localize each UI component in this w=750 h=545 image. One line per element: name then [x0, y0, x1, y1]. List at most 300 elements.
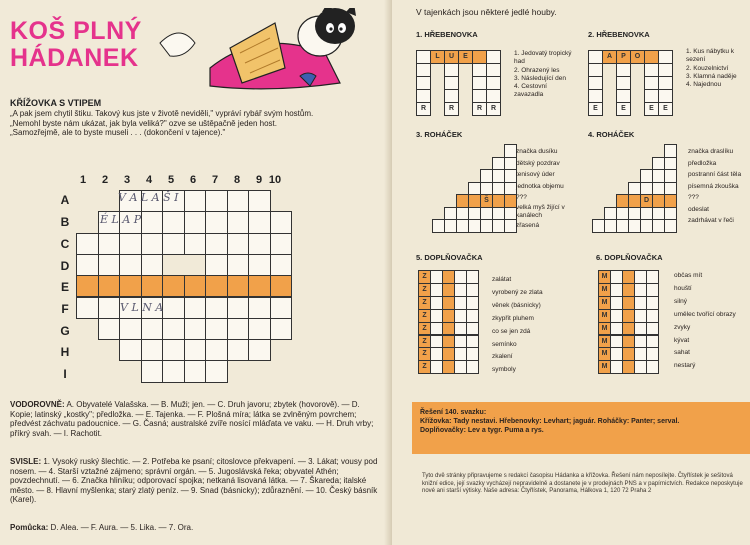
pencil-answer-f: V L N A	[120, 301, 164, 314]
solution-line-2: Doplňovačky: Lev a tygr. Puma a rys.	[420, 427, 544, 434]
crossword-cell[interactable]	[248, 318, 271, 340]
stair-cell[interactable]	[492, 169, 505, 183]
crossword-cell[interactable]	[141, 211, 164, 233]
crossword-cell[interactable]	[76, 254, 99, 276]
crossword-cell[interactable]	[98, 297, 121, 319]
crossword-cell[interactable]	[205, 318, 228, 340]
row-label: D	[60, 259, 70, 273]
crossword-cell[interactable]	[270, 254, 293, 276]
grid-letter: E	[593, 105, 598, 112]
crossword-cell[interactable]	[270, 211, 293, 233]
fill-cell[interactable]	[466, 309, 479, 323]
comb-cell[interactable]	[602, 50, 617, 64]
crossword-cell[interactable]	[98, 254, 121, 276]
grid-letter: E	[621, 105, 626, 112]
pencil-answer-b: É L A P	[100, 213, 142, 226]
grid-letter: M	[601, 363, 608, 371]
row-label: I	[63, 367, 67, 381]
row-label: A	[60, 193, 70, 207]
crossword-cell[interactable]	[98, 318, 121, 340]
comb-cell[interactable]	[416, 76, 431, 90]
crossword-cell[interactable]	[119, 339, 142, 361]
across-clues	[10, 400, 380, 438]
footer-note: Tyto dvě stránky připravujeme s redakcí časopisu Hádanka a křížovka. Řešení nám neposílejte. Čtyřlístek je sešitová knižní edice, její svazky vycházejí nepravidelně a dostanete je v prodejnách PNS a v papírnictvích. Redakce neposkytuje nové ani starší výtisky. Naše adresa: Čtyřlístek, Panorama, Hálkova 1, 120 72 Praha 2	[422, 473, 743, 494]
crossword-cell[interactable]	[205, 339, 228, 361]
comb-cell[interactable]	[444, 89, 459, 103]
intro-line-3: „Samozřejmě, ale to byste museli . . . (dokončení v tajence)."	[10, 128, 226, 137]
crossword-cell[interactable]	[141, 275, 164, 297]
grid-letter: M	[601, 324, 608, 332]
clue-item: symboly	[492, 366, 516, 374]
stair-cell[interactable]	[652, 169, 665, 183]
fill-cell[interactable]	[466, 322, 479, 336]
stair-cell[interactable]	[592, 219, 605, 233]
clue-item: 1. Kus nábytku k sezení	[686, 48, 735, 64]
stair-cell[interactable]	[652, 219, 665, 233]
puzzle-4-title: 4. ROHÁČEK	[588, 130, 635, 139]
puzzle-6-clues	[674, 270, 748, 373]
comb-cell[interactable]	[444, 76, 459, 90]
comb-cell[interactable]	[486, 63, 501, 77]
grid-letter: M	[601, 311, 608, 319]
fill-cell[interactable]	[646, 296, 659, 310]
comb-cell[interactable]	[416, 89, 431, 103]
row-label: E	[60, 280, 69, 294]
grid-letter: Z	[422, 273, 427, 280]
comb-cell[interactable]	[416, 50, 431, 64]
stair-cell[interactable]	[664, 207, 677, 221]
stair-cell[interactable]	[628, 207, 641, 221]
comb-cell[interactable]	[658, 89, 673, 103]
grid-letter: M	[601, 350, 608, 358]
stair-cell[interactable]	[652, 207, 665, 221]
grid-letter: E	[663, 105, 668, 112]
stair-cell[interactable]	[628, 219, 641, 233]
clue-item: ???	[688, 194, 699, 201]
clue-item: vyrobený ze zlata	[492, 288, 543, 296]
crossword-cell[interactable]	[162, 297, 185, 319]
crossword-cell[interactable]	[227, 233, 250, 255]
stair-cell[interactable]	[468, 194, 481, 208]
col-label: 5	[167, 174, 175, 186]
clue-item: věnek (básnicky)	[492, 301, 541, 309]
crossword-cell[interactable]	[141, 318, 164, 340]
comb-cell[interactable]	[658, 50, 673, 64]
comb-cell[interactable]	[644, 76, 659, 90]
puzzle-2-title: 2. HŘEBENOVKA	[588, 30, 650, 39]
crossword-cell[interactable]	[205, 190, 228, 212]
comb-cell[interactable]	[644, 50, 659, 64]
stair-cell[interactable]	[456, 194, 469, 208]
clue-item: 2. Ohrazený les	[514, 66, 560, 74]
stair-cell[interactable]	[456, 207, 469, 221]
crossword-cell[interactable]	[119, 275, 142, 297]
stair-cell[interactable]	[664, 157, 677, 171]
crossword-cell[interactable]	[184, 211, 207, 233]
clue-item: písemná zkouška	[688, 182, 739, 190]
crossword-cell[interactable]	[227, 211, 250, 233]
comb-cell[interactable]	[588, 63, 603, 77]
crossword-cell[interactable]	[76, 275, 99, 297]
row-label: F	[61, 302, 69, 316]
col-label: 3	[123, 174, 131, 186]
stair-cell[interactable]	[492, 219, 505, 233]
col-label: 2	[101, 174, 109, 186]
grid-letter: M	[601, 273, 608, 280]
stair-cell[interactable]	[652, 157, 665, 171]
stair-cell[interactable]	[652, 182, 665, 196]
clue-item: 3. Klamná naděje	[686, 72, 737, 80]
col-label: 4	[145, 174, 153, 186]
crossword-cell[interactable]	[248, 297, 271, 319]
col-label: 1	[79, 174, 87, 186]
clue-item: 3. Následující den	[514, 74, 567, 82]
crossword-cell[interactable]	[119, 318, 142, 340]
puzzle-2-clues	[686, 48, 748, 89]
stair-cell[interactable]	[480, 169, 493, 183]
clue-item: silný	[674, 297, 688, 305]
crossword-cell[interactable]	[248, 233, 271, 255]
fill-cell[interactable]	[646, 360, 659, 374]
comb-grid-1[interactable]	[416, 42, 506, 117]
clue-item: sahat	[674, 349, 690, 357]
grid-letter: E	[463, 53, 468, 60]
crossword-cell[interactable]	[227, 275, 250, 297]
puzzle-5-title: 5. DOPLŇOVAČKA	[416, 253, 483, 262]
down-text: 1. Vysoký ruský šlechtic. — 2. Potřeba ke psaní; citoslovce překvapení. — 3. Lákat; vousy pod nosem. — 4. Starší vztažné zájmeno; správní orgán. — 5. Jugoslávská řeka; obyvatel Athén; povzdechnutí. — 6. Značka hliníku; odporovací spojka; netkaná lisovaná látka. — 7. Škareda; italské město. — 8. Hlavní myšlenka; starý zlatý peníz. — 9. Snad (básnicky); zdůraznění. — 10. Český básník (Karel).	[10, 457, 378, 505]
intro-line-2: „Nemohl byste nám ukázat, jak byla veliká?" ozve se uštěpačně jeden host.	[10, 118, 277, 128]
clue-item: ???	[516, 194, 527, 201]
crossword-cell[interactable]	[184, 233, 207, 255]
stair-cell[interactable]	[664, 144, 677, 158]
clue-item: zkalení	[492, 353, 513, 361]
crossword-cell[interactable]	[162, 233, 185, 255]
crossword-cell[interactable]	[141, 339, 164, 361]
clue-item: semínko	[492, 340, 517, 348]
fill-cell[interactable]	[466, 347, 479, 361]
puzzle-4-clues	[688, 146, 750, 227]
clue-item: občas mít	[674, 272, 703, 279]
fill-cell[interactable]	[646, 335, 659, 349]
col-label: 9	[255, 174, 263, 186]
stair-cell[interactable]	[480, 219, 493, 233]
col-label: 8	[233, 174, 241, 186]
puzzle-3-title: 3. ROHÁČEK	[416, 130, 463, 139]
stair-cell[interactable]	[616, 194, 629, 208]
grid-letter: Z	[422, 363, 427, 371]
right-intro: V tajenkách jsou některé jedlé houby.	[416, 7, 557, 17]
stair-cell[interactable]	[492, 194, 505, 208]
clue-item: 1. Jedovatý tropický had	[514, 50, 572, 66]
crossword-cell[interactable]	[141, 254, 164, 276]
across-heading: VODOROVNĚ:	[10, 400, 65, 409]
comb-cell[interactable]	[588, 50, 603, 64]
clue-item: zvyky	[674, 323, 691, 331]
crossword-cell[interactable]	[248, 275, 271, 297]
help-text: D. Alea. — F. Aura. — 5. Lika. — 7. Ora.	[50, 523, 194, 532]
crossword-cell[interactable]	[227, 254, 250, 276]
row-label: C	[60, 237, 70, 251]
crossword-cell[interactable]	[162, 360, 185, 382]
grid-letter: Z	[422, 285, 427, 293]
crossword-cell[interactable]	[205, 297, 228, 319]
title-line-1: KOŠ PLNÝ	[10, 17, 142, 45]
grid-letter: R	[420, 105, 427, 112]
grid-letter: Z	[422, 350, 427, 358]
crossword-cell[interactable]	[98, 275, 121, 297]
crossword-cell[interactable]	[248, 190, 271, 212]
clue-item: 4. Najednou	[686, 81, 722, 89]
crossword-cell[interactable]	[162, 339, 185, 361]
fill-cell[interactable]	[466, 360, 479, 374]
grid-letter: R	[476, 105, 483, 112]
right-page	[392, 0, 750, 545]
comb-cell[interactable]	[588, 102, 603, 116]
grid-letter: P	[621, 53, 626, 60]
comb-cell[interactable]	[588, 76, 603, 90]
grid-letter: L	[435, 53, 440, 60]
grid-letter: Z	[422, 337, 427, 345]
grid-letter: M	[601, 337, 608, 345]
crossword-cell[interactable]	[184, 297, 207, 319]
stair-grid-4[interactable]	[592, 144, 678, 238]
fill-cell[interactable]	[466, 283, 479, 297]
intro-line-1: „A pak jsem chytil štiku. Takový kus jste v životě neviděli," vypráví rybář svým hostům.	[10, 109, 314, 118]
crossword-cell[interactable]	[248, 339, 271, 361]
stair-cell[interactable]	[480, 182, 493, 196]
comb-cell[interactable]	[644, 63, 659, 77]
stair-cell[interactable]	[640, 207, 653, 221]
stair-cell[interactable]	[604, 219, 617, 233]
stair-cell[interactable]	[616, 219, 629, 233]
stair-cell[interactable]	[640, 219, 653, 233]
pencil-answer-a: V A L A Š I	[118, 191, 179, 204]
clue-item: zadrhávat v řeči	[688, 217, 734, 224]
crossword-cell[interactable]	[184, 318, 207, 340]
stair-cell[interactable]	[468, 182, 481, 196]
stair-cell[interactable]	[652, 194, 665, 208]
clue-item: nestarý	[674, 362, 696, 370]
grid-letter: D	[643, 197, 650, 204]
clue-item: postranní část těla	[688, 171, 742, 178]
comb-cell[interactable]	[444, 63, 459, 77]
help-heading: Pomůcka:	[10, 523, 49, 532]
col-label: 7	[211, 174, 219, 186]
comb-cell[interactable]	[658, 102, 673, 116]
crossword-cell[interactable]	[248, 211, 271, 233]
crossword-cell[interactable]	[205, 211, 228, 233]
clue-item: zalátat	[492, 276, 512, 283]
clue-item: zřasená	[516, 221, 540, 229]
clue-item: odeslat	[688, 205, 709, 213]
clue-item: umělec tvořící obrazy	[674, 310, 736, 318]
stair-cell[interactable]	[468, 219, 481, 233]
solution-line-1: Křížovka: Tady nestavi. Hřebenovky: Levhart; jaguár. Roháčky: Panter; serval.	[420, 418, 680, 425]
comb-cell[interactable]	[458, 50, 473, 64]
stair-cell[interactable]	[492, 182, 505, 196]
comb-cell[interactable]	[630, 50, 645, 64]
grid-letter: E	[649, 105, 654, 112]
fill-cell[interactable]	[646, 322, 659, 336]
comb-cell[interactable]	[616, 76, 631, 90]
puzzle-1-title: 1. HŘEBENOVKA	[416, 30, 478, 39]
grid-letter: Z	[422, 311, 427, 319]
fill-grid-6[interactable]	[598, 270, 664, 374]
comb-cell[interactable]	[644, 89, 659, 103]
intro-text	[10, 109, 382, 138]
fill-cell[interactable]	[646, 347, 659, 361]
stair-cell[interactable]	[432, 219, 445, 233]
stair-cell[interactable]	[628, 182, 641, 196]
comb-cell[interactable]	[486, 76, 501, 90]
crossword-cell[interactable]	[184, 360, 207, 382]
stair-cell[interactable]	[480, 207, 493, 221]
comb-cell[interactable]	[658, 76, 673, 90]
stair-cell[interactable]	[456, 219, 469, 233]
comb-grid-2[interactable]	[588, 42, 678, 117]
stair-cell[interactable]	[616, 207, 629, 221]
stair-cell[interactable]	[628, 194, 641, 208]
comb-cell[interactable]	[658, 63, 673, 77]
stair-cell[interactable]	[640, 182, 653, 196]
stair-cell[interactable]	[492, 157, 505, 171]
grid-letter: M	[601, 298, 608, 306]
crossword-cell[interactable]	[270, 297, 293, 319]
grid-letter: A	[606, 53, 613, 60]
comb-cell[interactable]	[472, 63, 487, 77]
row-label: H	[60, 345, 70, 359]
stair-cell[interactable]	[444, 219, 457, 233]
title-line-2: HÁDANEK	[10, 44, 139, 72]
grid-letter: Š	[484, 197, 489, 204]
crossword-cell[interactable]	[270, 318, 293, 340]
crossword-cell[interactable]	[184, 275, 207, 297]
comb-cell[interactable]	[472, 76, 487, 90]
crossword-cell[interactable]	[205, 254, 228, 276]
stair-cell[interactable]	[640, 194, 653, 208]
crossword-cell[interactable]	[184, 190, 207, 212]
puzzle-6-title: 6. DOPLŇOVAČKA	[596, 253, 663, 262]
puzzle-1-clues	[514, 50, 576, 100]
crossword-cell[interactable]	[119, 233, 142, 255]
comb-cell[interactable]	[616, 50, 631, 64]
comb-cell[interactable]	[644, 102, 659, 116]
crossword-cell[interactable]	[162, 318, 185, 340]
comb-cell[interactable]	[444, 102, 459, 116]
fill-cell[interactable]	[646, 283, 659, 297]
help-line	[10, 523, 380, 533]
grid-letter: U	[448, 53, 455, 60]
crossword-cell[interactable]	[205, 275, 228, 297]
comb-cell[interactable]	[486, 89, 501, 103]
crossword-cell[interactable]	[76, 297, 99, 319]
comb-cell[interactable]	[472, 102, 487, 116]
clue-item: 2. Kouzelnictví	[686, 64, 729, 72]
fill-cell[interactable]	[646, 270, 659, 284]
comb-cell[interactable]	[588, 89, 603, 103]
crossword-cell[interactable]	[184, 339, 207, 361]
clue-item: tenisový úder	[516, 171, 555, 178]
col-label: 10	[268, 174, 282, 186]
stair-cell[interactable]	[640, 169, 653, 183]
fill-cell[interactable]	[466, 296, 479, 310]
comb-cell[interactable]	[616, 89, 631, 103]
comb-cell[interactable]	[486, 50, 501, 64]
stair-cell[interactable]	[664, 169, 677, 183]
clue-item: značka dusíku	[516, 148, 558, 155]
crossword-cell[interactable]	[227, 339, 250, 361]
stair-cell[interactable]	[468, 207, 481, 221]
crossword-cell[interactable]	[205, 233, 228, 255]
grid-letter: R	[448, 105, 455, 112]
fill-grid-5[interactable]	[418, 270, 484, 374]
grid-letter: M	[601, 285, 608, 293]
clue-item: velká myš žijící v kanálech	[516, 203, 565, 219]
clue-item: dětský pozdrav	[516, 159, 560, 167]
crossword-cell[interactable]	[248, 254, 271, 276]
crossword-cell[interactable]	[141, 233, 164, 255]
crossword-cell[interactable]	[162, 211, 185, 233]
crossword-cell[interactable]	[119, 254, 142, 276]
stair-cell[interactable]	[664, 182, 677, 196]
clue-item: předložka	[688, 159, 717, 167]
across-text: A. Obyvatelé Valašska. — B. Muži; jen. — C. Druh javoru; zbytek (hovorově). — D. Kopie; latinský „kostky"; předložka. — E. Tajenka. — F. Plošná míra; látka se zvlněným povrchem; předvést záchvatu padoucnice. — G. Časná; australské zvíře nosící mláďata ve vaku. — H. Druh vrby; příkrý svah. — I. Rachotit.	[10, 400, 374, 438]
comb-cell[interactable]	[416, 102, 431, 116]
fill-cell[interactable]	[466, 335, 479, 349]
fill-cell[interactable]	[466, 270, 479, 284]
page-title	[10, 18, 142, 72]
stair-cell[interactable]	[664, 194, 677, 208]
crossword-cell[interactable]	[270, 233, 293, 255]
crossword-cell[interactable]	[76, 233, 99, 255]
grid-letter: O	[634, 53, 641, 60]
crossword-cell[interactable]	[205, 360, 228, 382]
crossword-cell[interactable]	[227, 297, 250, 319]
comb-cell[interactable]	[616, 102, 631, 116]
crossword-cell[interactable]	[227, 190, 250, 212]
clue-item: 4. Cestovní zavazadla	[514, 83, 547, 99]
comb-cell[interactable]	[486, 102, 501, 116]
comb-cell[interactable]	[416, 63, 431, 77]
stair-cell[interactable]	[604, 207, 617, 221]
crossword-cell[interactable]	[270, 275, 293, 297]
fill-cell[interactable]	[646, 309, 659, 323]
stair-cell[interactable]	[664, 219, 677, 233]
puzzle-5-clues	[492, 274, 562, 377]
crossword-cell[interactable]	[162, 275, 185, 297]
col-label: 6	[189, 174, 197, 186]
stair-grid-3[interactable]	[432, 144, 512, 238]
clue-item: kývat	[674, 336, 690, 344]
crossword-cell[interactable]	[141, 360, 164, 382]
cat-illustration	[150, 8, 386, 103]
down-heading: SVISLE:	[10, 457, 42, 466]
comb-cell[interactable]	[444, 50, 459, 64]
comb-cell[interactable]	[472, 89, 487, 103]
crossword-cell[interactable]	[98, 233, 121, 255]
stair-cell[interactable]	[444, 207, 457, 221]
comb-cell[interactable]	[472, 50, 487, 64]
stair-cell[interactable]	[480, 194, 493, 208]
stair-cell[interactable]	[492, 207, 505, 221]
down-clues	[10, 457, 380, 505]
comb-cell[interactable]	[430, 50, 445, 64]
comb-cell[interactable]	[616, 63, 631, 77]
clue-item: co se jen zdá	[492, 327, 531, 335]
section-heading: KŘÍŽOVKA S VTIPEM	[10, 98, 102, 108]
crossword-cell[interactable]	[227, 318, 250, 340]
clue-item: jednotka objemu	[516, 182, 564, 190]
